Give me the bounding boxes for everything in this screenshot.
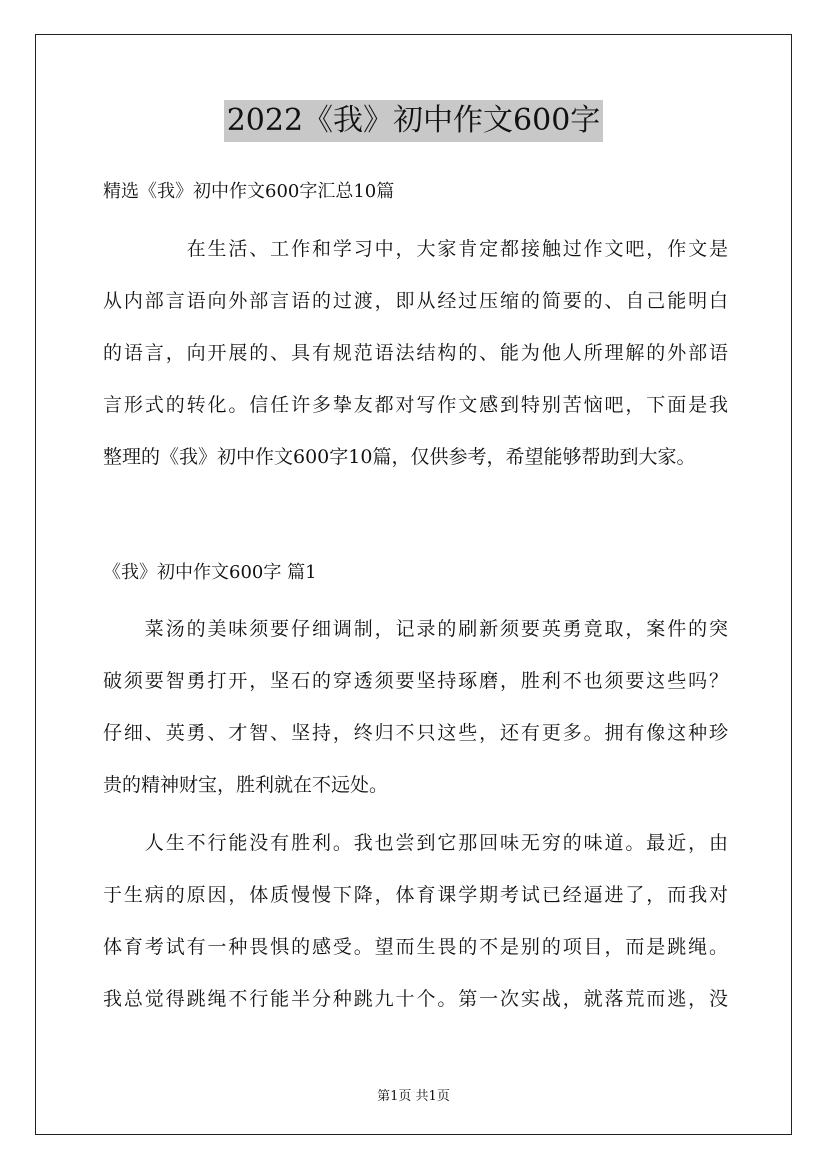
paragraph-line: 体育考试有一种畏惧的感受。望而生畏的不是别的项目，而是跳绳。 — [103, 936, 728, 958]
section-heading: 《我》初中作文600字 篇1 — [103, 562, 317, 583]
document-title: 2022《我》初中作文600字 — [224, 100, 604, 142]
body-paragraph-2 — [103, 831, 728, 1039]
paragraph-line: 破须要智勇打开，坚石的穿透须要坚持琢磨，胜利不也须要这些吗？ — [103, 670, 728, 692]
intro-paragraph — [103, 237, 728, 497]
paragraph-line: 菜汤的美味须要仔细调制，记录的刷新须要英勇竟取，案件的突 — [103, 618, 728, 640]
paragraph-line: 贵的精神财宝，胜利就在不远处。 — [103, 774, 389, 796]
paragraph-line: 仔细、英勇、才智、坚持，终归不只这些，还有更多。拥有像这种珍 — [103, 722, 728, 744]
body-paragraph-1 — [103, 617, 728, 825]
paragraph-line: 人生不行能没有胜利。我也尝到它那回味无穷的味道。最近，由 — [103, 832, 728, 854]
document-title-wrapper — [0, 100, 827, 142]
intro-line: 在生活、工作和学习中，大家肯定都接触过作文吧，作文是 — [103, 238, 728, 260]
intro-line: 的语言，向开展的、具有规范语法结构的、能为他人所理解的外部语 — [103, 342, 728, 364]
intro-line: 整理的《我》初中作文600字10篇，仅供参考，希望能够帮助到大家。 — [103, 446, 696, 468]
paragraph-line: 于生病的原因，体质慢慢下降，体育课学期考试已经逼进了，而我对 — [103, 884, 728, 906]
intro-line: 言形式的转化。信任许多挚友都对写作文感到特别苦恼吧，下面是我 — [103, 394, 728, 416]
intro-line: 从内部言语向外部言语的过渡，即从经过压缩的简要的、自己能明白 — [103, 290, 728, 312]
page-number-footer: 第1页 共1页 — [377, 1089, 450, 1104]
subtitle: 精选《我》初中作文600字汇总10篇 — [103, 181, 395, 202]
paragraph-line: 我总觉得跳绳不行能半分种跳九十个。第一次实战，就落荒而逃，没 — [103, 988, 728, 1010]
